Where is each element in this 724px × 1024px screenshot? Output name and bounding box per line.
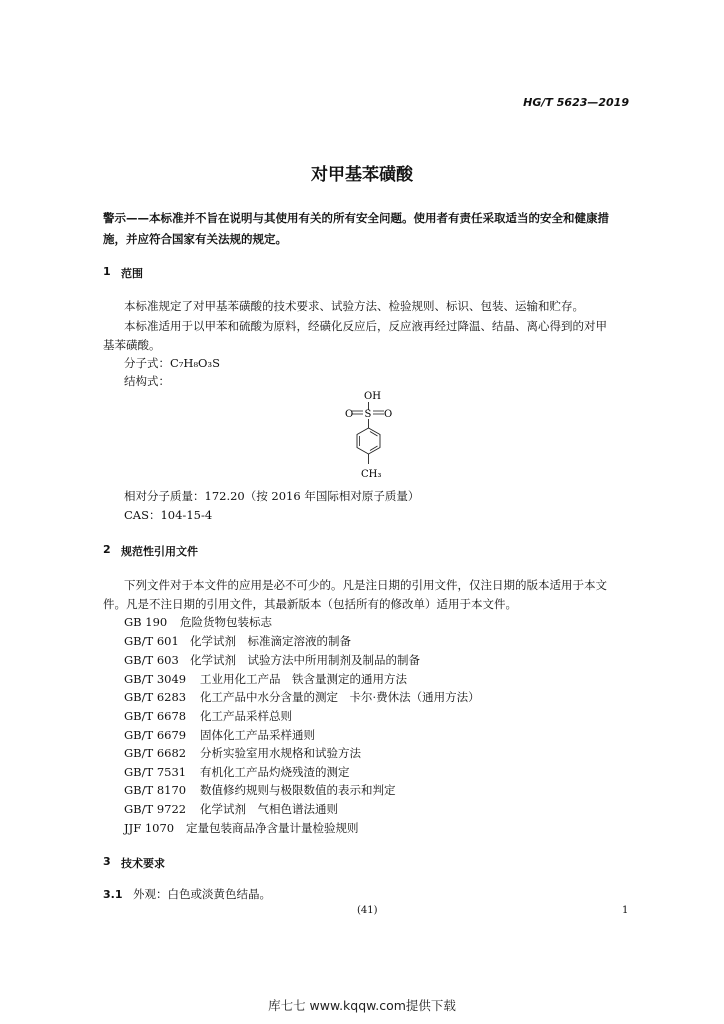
section3-heading: 技术要求 [121, 857, 165, 870]
reference-code: GB/T 6678 [124, 709, 187, 723]
reference-title: 化学试剂 气相色谱法通则 [200, 802, 338, 816]
structure-label: 结构式： [124, 374, 170, 388]
section2-heading: 规范性引用文件 [121, 545, 198, 558]
page-number: 1 [622, 905, 629, 916]
reference-item [124, 708, 292, 724]
reference-title: 数值修约规则与极限数值的表示和判定 [200, 783, 396, 797]
section1-number: 1 [103, 265, 111, 278]
molecular-formula: C₇H₈O₃S [170, 356, 220, 370]
section1-para2-line2: 基苯磺酸。 [103, 338, 161, 352]
reference-item [124, 671, 407, 687]
standard-code: HG/T 5623—2019 [523, 96, 629, 109]
reference-item [124, 633, 351, 649]
reference-title: 化学试剂 试验方法中所用制剂及制品的制备 [190, 653, 420, 667]
item-number: 3.1 [103, 888, 123, 901]
section1-para1: 本标准规定了对甲基苯磺酸的技术要求、试验方法、检验规则、标识、包装、运输和贮存。 [124, 299, 584, 313]
reference-item [124, 820, 359, 836]
reference-item [124, 689, 480, 705]
reference-title: 危险货物包装标志 [180, 615, 272, 629]
reference-title: 化工产品中水分含量的测定 卡尔·费休法（通用方法） [200, 690, 480, 704]
structural-formula [330, 385, 410, 490]
reference-item [124, 745, 361, 761]
reference-title: 分析实验室用水规格和试验方法 [200, 746, 361, 760]
structure-s: S [364, 409, 372, 420]
reference-code: GB/T 6283 [124, 690, 187, 704]
reference-title: 固体化工产品采样通则 [200, 728, 315, 742]
reference-item [124, 652, 420, 668]
reference-code: JJF 1070 [124, 821, 175, 835]
cas-number: CAS：104-15-4 [124, 508, 213, 522]
reference-title: 有机化工产品灼烧残渣的测定 [200, 765, 350, 779]
reference-code: GB/T 603 [124, 653, 179, 667]
document-title: 对甲基苯磺酸 [311, 165, 413, 185]
section2-intro-line2: 件。凡是不注日期的引用文件，其最新版本（包括所有的修改单）适用于本文件。 [103, 597, 517, 611]
reference-code: GB 190 [124, 615, 168, 629]
molecular-mass: 相对分子质量：172.20（按 2016 年国际相对原子质量） [124, 489, 420, 503]
reference-item [124, 727, 315, 743]
book-page-number: (41) [357, 905, 378, 916]
reference-title: 化学试剂 标准滴定溶液的制备 [190, 634, 351, 648]
reference-item [124, 764, 350, 780]
reference-code: GB/T 7531 [124, 765, 187, 779]
reference-code: GB/T 8170 [124, 783, 187, 797]
structure-o-left: O [345, 409, 354, 420]
reference-code: GB/T 9722 [124, 802, 187, 816]
reference-code: GB/T 601 [124, 634, 179, 648]
structure-o-right: O [384, 409, 393, 420]
download-watermark: 库七七 www.kqqw.com提供下载 [268, 998, 456, 1013]
section2-intro-line1: 下列文件对于本文件的应用是必不可少的。凡是注日期的引用文件，仅注日期的版本适用于本文 [124, 578, 607, 592]
structure-oh: OH [364, 391, 381, 402]
section1-para2-line1: 本标准适用于以甲苯和硫酸为原料，经磺化反应后，反应液再经过降温、结晶、离心得到的对甲 [124, 319, 607, 333]
item-text: 外观：白色或淡黄色结晶。 [133, 887, 271, 901]
section3-number: 3 [103, 855, 111, 868]
reference-title: 定量包装商品净含量计量检验规则 [186, 821, 359, 835]
reference-code: GB/T 6679 [124, 728, 187, 742]
reference-title: 化工产品采样总则 [200, 709, 292, 723]
reference-item [124, 614, 272, 630]
reference-item [124, 801, 338, 817]
section1-heading: 范围 [121, 267, 143, 280]
formula-label: 分子式： [124, 356, 170, 370]
reference-title: 工业用化工产品 铁含量测定的通用方法 [200, 672, 407, 686]
warning-paragraph: 警示——本标准并不旨在说明与其使用有关的所有安全问题。使用者有责任采取适当的安全和健康措施，并应符合国家有关法规的规定。 [103, 211, 609, 246]
section2-number: 2 [103, 543, 111, 556]
structure-ch3: CH₃ [361, 469, 382, 480]
reference-code: GB/T 3049 [124, 672, 187, 686]
reference-code: GB/T 6682 [124, 746, 187, 760]
reference-item [124, 782, 396, 798]
